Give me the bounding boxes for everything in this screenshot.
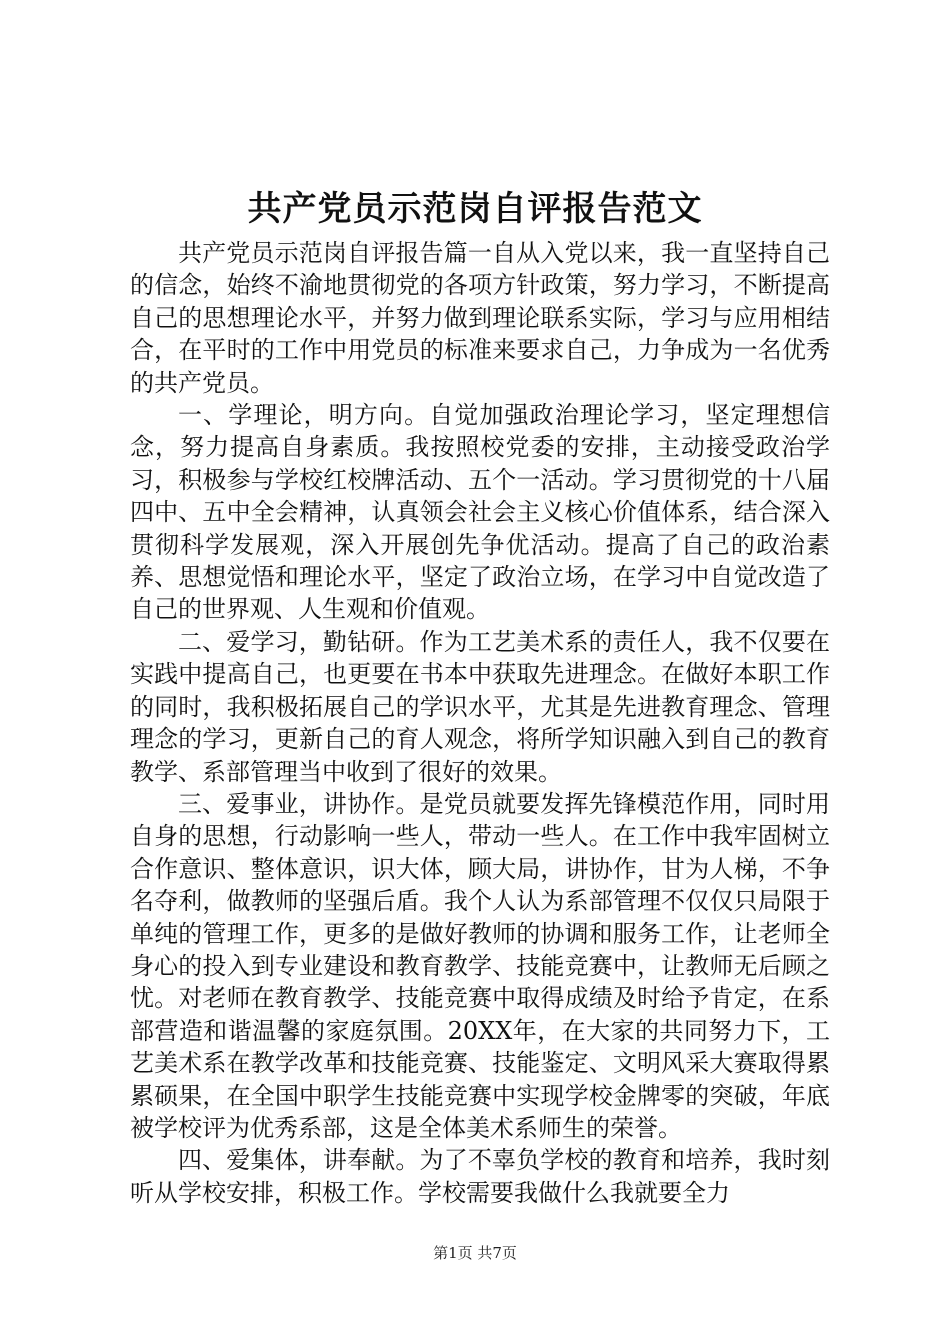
paragraph-section-2: 二、爱学习，勤钻研。作为工艺美术系的责任人，我不仅要在实践中提高自己，也更要在书本中获取先进理念。在做好本职工作的同时，我积极拓展自己的学识水平，尤其是先进教育理念、管理理念的学习，更新自己的育人观念，将所学知识融入到自己的教育教学、系部管理当中收到了很好的效果。 [130,627,830,786]
paragraph-section-3: 三、爱事业，讲协作。是党员就要发挥先锋模范作用，同时用自身的思想，行动影响一些人，带动一些人。在工作中我牢固树立合作意识、整体意识，识大体，顾大局，讲协作，甘为人梯，不争名夺利，做教师的坚强后盾。我个人认为系部管理不仅仅只局限于单纯的管理工作，更多的是做好教师的协调和服务工作，让老师全身心的投入到专业建设和教育教学、技能竞赛中，让教师无后顾之忧。对老师在教育教学、技能竞赛中取得成绩及时给予肯定，在系部营造和谐温馨的家庭氛围。20XX年，在大家的共同努力下，工艺美术系在教学改革和技能竞赛、技能鉴定、文明风采大赛取得累累硕果，在全国中职学生技能竞赛中实现学校金牌零的突破，年底被学校评为优秀系部，这是全体美术系师生的荣誉。 [130,789,830,1142]
document-title: 共产党员示范岗自评报告范文 [247,189,703,229]
page-footer: 第1页 共7页 [433,1244,517,1262]
paragraph-section-4: 四、爱集体，讲奉献。为了不辜负学校的教育和培养，我时刻听从学校安排，积极工作。学校需要我做什么我就要全力 [130,1146,830,1207]
document-body [130,237,830,1209]
paragraph-section-1: 一、学理论，明方向。自觉加强政治理论学习，坚定理想信念，努力提高自身素质。我按照校党委的安排，主动接受政治学习，积极参与学校红校牌活动、五个一活动。学习贯彻党的十八届四中、五中全会精神，认真领会社会主义核心价值体系，结合深入贯彻科学发展观，深入开展创先争优活动。提高了自己的政治素养、思想觉悟和理论水平，坚定了政治立场，在学习中自觉改造了自己的世界观、人生观和价值观。 [130,401,830,624]
paragraph-intro: 共产党员示范岗自评报告篇一自从入党以来，我一直坚持自己的信念，始终不渝地贯彻党的各项方针政策，努力学习，不断提高自己的思想理论水平，并努力做到理论联系实际，学习与应用相结合，在平时的工作中用党员的标准来要求自己，力争成为一名优秀的共产党员。 [130,239,830,397]
